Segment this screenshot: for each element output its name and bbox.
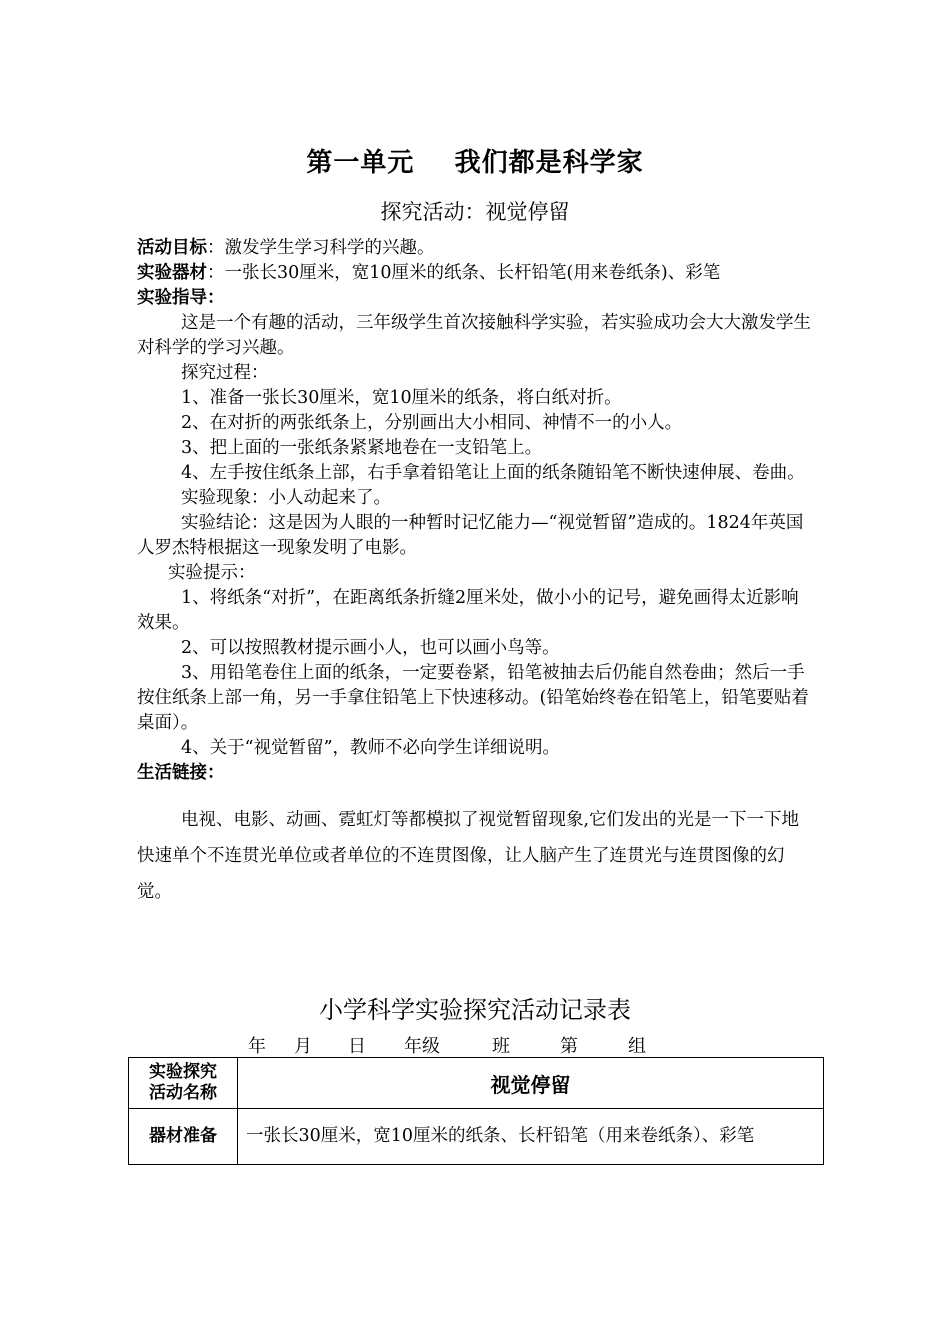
materials-label: 实验器材 <box>137 263 207 283</box>
lesson-body <box>137 236 815 910</box>
unit-title: 第一单元 我们都是科学家 <box>306 148 644 178</box>
conclusion: 实验结论：这是因为人眼的一种暂时记忆能力—“视觉暂留”造成的。1824年英国人罗杰特根据这一现象发明了电影。 <box>137 513 804 558</box>
materials-line <box>137 261 815 286</box>
table-row <box>129 1109 824 1165</box>
tip-item: 1、将纸条“对折”，在距离纸条折缝2厘米处，做小小的记号，避免画得太近影响效果。 <box>137 588 799 633</box>
tips-title: 实验提示： <box>168 563 256 583</box>
process-step: 3、把上面的一张纸条紧紧地卷在一支铅笔上。 <box>181 438 543 458</box>
goal-line <box>137 236 815 261</box>
process-step: 4、左手按住纸条上部，右手拿着铅笔让上面的纸条随铅笔不断快速伸展、卷曲。 <box>181 463 805 483</box>
spacer <box>137 786 815 802</box>
number-label: 第 <box>560 1036 578 1057</box>
group-label: 组 <box>628 1036 646 1057</box>
materials-value: 一张长30厘米，宽10厘米的纸条、长杆铅笔（用来卷纸条）、彩笔 <box>238 1109 824 1165</box>
tip-item: 2、可以按照教材提示画小人，也可以画小鸟等。 <box>181 638 560 658</box>
grade-label: 年级 <box>404 1036 440 1057</box>
life-link-label: 生活链接： <box>137 763 225 783</box>
year-label: 年 <box>248 1036 266 1057</box>
process-step: 1、准备一张长30厘米，宽10厘米的纸条，将白纸对折。 <box>181 388 622 408</box>
record-table-title: 小学科学实验探究活动记录表 <box>319 996 631 1024</box>
materials-header: 器材准备 <box>129 1109 238 1165</box>
record-table <box>128 1057 824 1165</box>
goal-label: 活动目标 <box>137 238 207 258</box>
class-label: 班 <box>492 1036 510 1057</box>
process-title: 探究过程： <box>181 363 269 383</box>
activity-name-value: 视觉停留 <box>238 1058 824 1109</box>
day-label: 日 <box>348 1036 366 1057</box>
guidance-intro: 这是一个有趣的活动，三年级学生首次接触科学实验，若实验成功会大大激发学生对科学的学习兴趣。 <box>137 313 811 358</box>
guidance-label: 实验指导： <box>137 288 225 308</box>
tip-item: 3、用铅笔卷住上面的纸条，一定要卷紧，铅笔被抽去后仍能自然卷曲；然后一手按住纸条上部一角，另一手拿住铅笔上下快速移动。(铅笔始终卷在铅笔上，铅笔要贴着桌面）。 <box>137 663 809 733</box>
process-step: 2、在对折的两张纸条上，分别画出大小相同、神情不一的小人。 <box>181 413 683 433</box>
materials-text: ：一张长30厘米，宽10厘米的纸条、长杆铅笔(用来卷纸条)、彩笔 <box>207 263 721 283</box>
table-row <box>129 1058 824 1109</box>
activity-name-header: 实验探究活动名称 <box>129 1058 238 1109</box>
activity-title: 探究活动：视觉停留 <box>380 200 570 224</box>
phenomenon: 实验现象：小人动起来了。 <box>181 488 391 508</box>
life-link-text: 电视、电影、动画、霓虹灯等都模拟了视觉暂留现象,它们发出的光是一下一下地快速单个不连贯光单位或者单位的不连贯图像，让人脑产生了连贯光与连贯图像的幻觉。 <box>137 810 800 902</box>
tip-item: 4、关于“视觉暂留”，教师不必向学生详细说明。 <box>181 738 561 758</box>
goal-text: ：激发学生学习科学的兴趣。 <box>207 238 435 258</box>
month-label: 月 <box>294 1036 312 1057</box>
